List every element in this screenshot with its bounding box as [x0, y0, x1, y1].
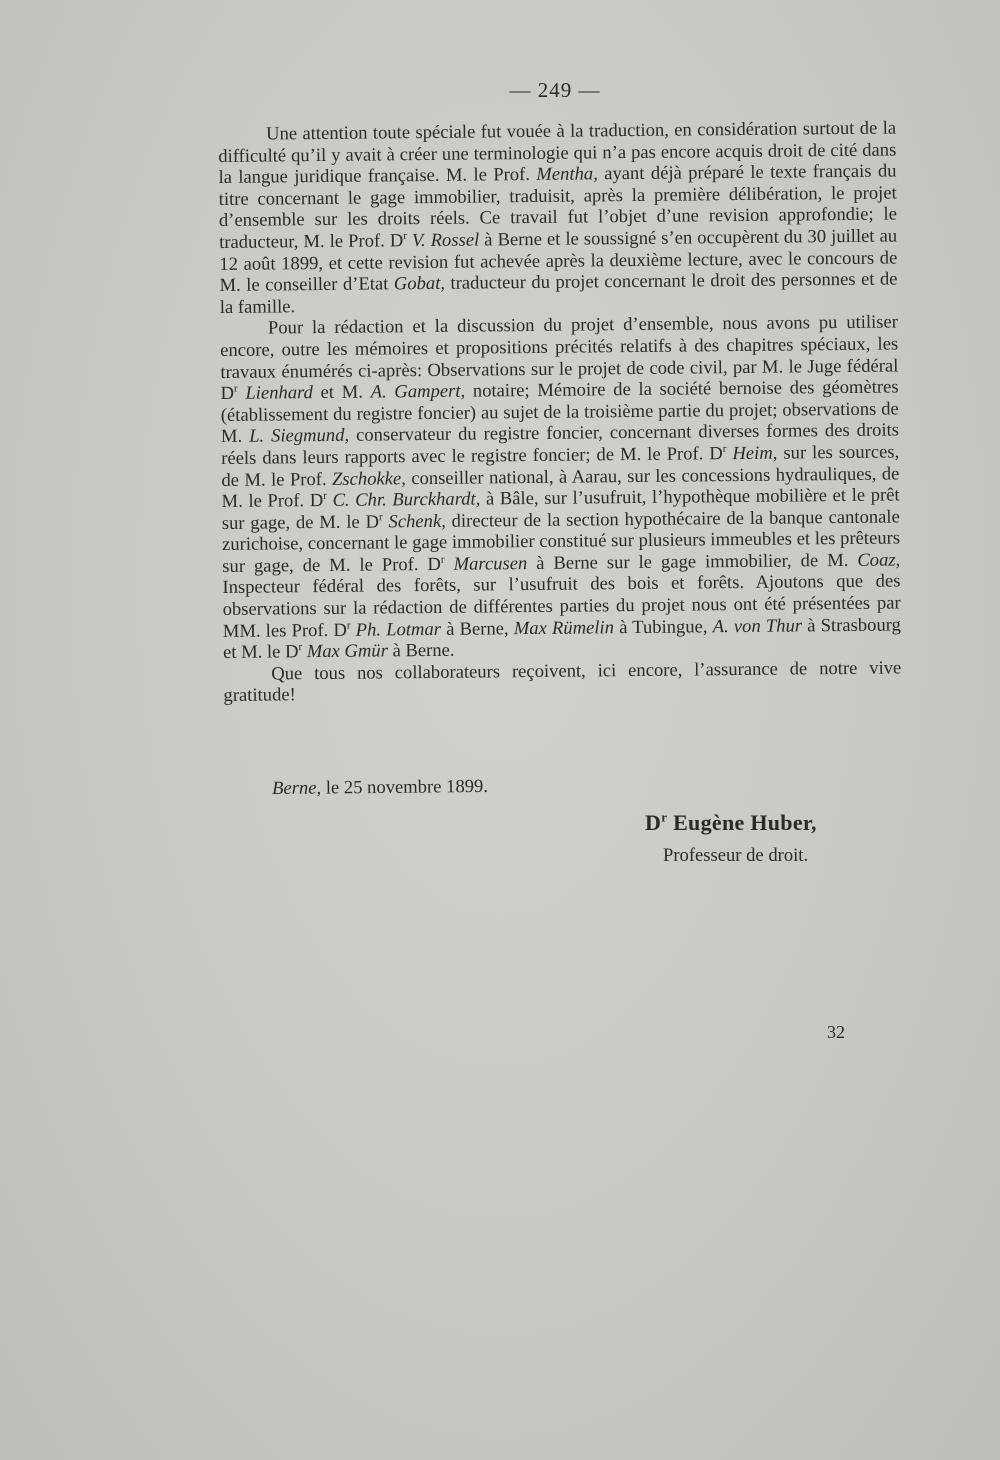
text-run: à Berne et le soussigné s’en occupèrent du 30 juillet au 12 août 1899, et cette revision fut achevée après la deuxième lecture, avec le concours de M. le conseiller d’Etat [219, 225, 898, 297]
text-run: et M. [312, 381, 371, 404]
text-run: notaire; Mémoire de la société bernoise des géomètres (établissement du registre foncier) au sujet de la troisième partie du projet; observations de M. [220, 376, 899, 448]
body-text [218, 117, 902, 707]
italic-run: Lienhard [245, 382, 314, 404]
dateline-place: Berne, [272, 777, 322, 799]
italic-run: A. Gampert, [370, 380, 466, 403]
italic-run: Zschokke, [331, 467, 406, 490]
text-run: Inspecteur fédéral des forêts, sur l’usufruit des bois et forêts. Ajoutons que des observations sur la rédaction de différentes parties du projet nous ont été présentées par MM. les Prof. D [222, 570, 901, 642]
dateline-date: le 25 novembre 1899. [321, 775, 489, 799]
paragraph [218, 117, 898, 318]
italic-run: C. Chr. Burckhardt, [332, 488, 481, 512]
italic-run: Max Gmür [306, 640, 388, 663]
italic-run: Heim, [732, 442, 778, 464]
text-run [238, 383, 246, 404]
page-number: — 249 — [509, 78, 601, 102]
italic-run: Ph. Lotmar [355, 618, 442, 641]
superscript-run: r [722, 442, 727, 455]
text-run: à Strasbourg et M. le D [222, 614, 901, 664]
paragraph [220, 312, 901, 664]
text-run: conseiller national, à Aarau, sur les concessions hydrauliques, de M. le Prof. D [221, 462, 900, 513]
text-run: ayant déjà préparé le texte français du titre concernant le gage immobilier, traduisit, après la première délibération, le projet d’ensemble sur les droits réels. Ce travail fut l’objet d’une revision approfondie; le traducteur, M. le Prof. D [218, 160, 897, 253]
italic-run: A. von Thur [712, 615, 803, 637]
text-run: Une attention toute spéciale fut vouée à la traduction, en considération surtout de la difficulté qu’il y avait à créer une terminologie qui n’a pas encore acquis droit de cité dans la langue juridique française. M. le Prof. [218, 117, 897, 189]
italic-run: Gobat, [393, 272, 446, 295]
superscript-run: r [298, 641, 303, 654]
text-run: directeur de la section hypothécaire de la banque cantonale zurichoise, concernant le gage immobilier constitué sur plusieurs immeubles et les prêteurs sur gage, de M. le Prof. D [221, 506, 901, 577]
text-run: traducteur du projet concernant le droit des personnes et de la famille. [219, 268, 898, 318]
text-run: à Berne, [440, 617, 514, 640]
superscript-run: r [378, 510, 383, 523]
text-run: sur les sources, de M. le Prof. [221, 441, 900, 491]
text-run: Que tous nos collaborateurs reçoivent, ici encore, l’assurance de notre vive gratitude! [223, 657, 902, 707]
superscript-run: r [323, 489, 327, 502]
sheet-number: 32 [827, 1022, 845, 1042]
signature-prefix: D [645, 810, 662, 835]
italic-run: Max Rümelin [513, 616, 615, 639]
italic-run: Mentha, [536, 163, 598, 186]
signature-title: Professeur de droit. [663, 845, 809, 866]
italic-run: Marcusen [453, 552, 528, 575]
superscript-run: r [403, 229, 407, 243]
signature-name: Eugène Huber, [667, 810, 817, 835]
superscript-run: r [346, 619, 351, 632]
signature-sup: r [661, 809, 668, 825]
signature [645, 810, 817, 836]
text-run: à Berne sur le gage immobilier, de M. [527, 549, 858, 574]
text-run: Pour la rédaction et la discussion du projet d’ensemble, nous avons pu utiliser encore, outre les mémoires et propositions précités relatifs à des chapitres spéciaux, les travaux énumérés ci-après: Observations sur le projet de code civil, par M. le Juge fédéral D [220, 311, 899, 405]
text-run: à Bâle, sur l’usufruit, l’hypothèque mobilière et le prêt sur gage, de M. le D [221, 484, 900, 534]
text-run: à Tubingue, [613, 615, 713, 638]
italic-run: Schenk, [388, 510, 446, 533]
italic-run: L. Siegmund, [249, 425, 350, 448]
superscript-run: r [440, 553, 445, 566]
text-run: conservateur du registre foncier, concernant diverses formes des droits réels dans leurs rapports avec le registre foncier; de M. le Prof. D [221, 419, 900, 469]
italic-run: V. Rossel [411, 229, 480, 252]
superscript-run: r [233, 382, 238, 395]
text-run: à Berne. [387, 640, 455, 662]
dateline [272, 776, 488, 800]
italic-run: Coaz, [857, 549, 901, 571]
paragraph [223, 657, 901, 707]
